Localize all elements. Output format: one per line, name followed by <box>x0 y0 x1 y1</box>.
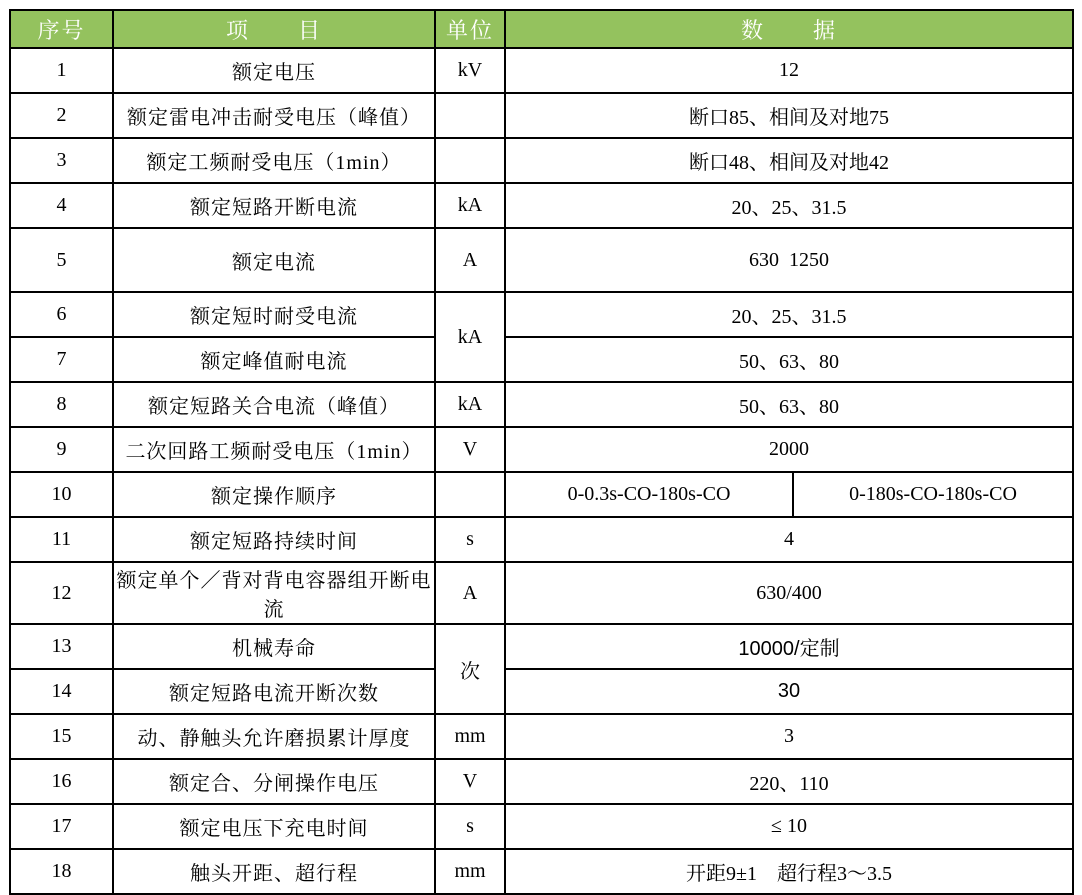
no-cell: 4 <box>10 183 113 228</box>
data-cell: 断口48、相间及对地42 <box>505 138 1073 183</box>
table-row <box>10 93 1073 138</box>
table-row <box>10 624 1073 669</box>
data-cell: 2000 <box>505 427 1073 472</box>
unit-cell: s <box>435 804 505 849</box>
no-cell: 8 <box>10 382 113 427</box>
no-cell: 9 <box>10 427 113 472</box>
item-cell: 机械寿命 <box>113 624 435 669</box>
item-cell: 额定雷电冲击耐受电压（峰值） <box>113 93 435 138</box>
unit-cell: A <box>435 228 505 292</box>
item-cell: 额定操作顺序 <box>113 472 435 517</box>
no-cell: 5 <box>10 228 113 292</box>
table-row <box>10 183 1073 228</box>
data-cell-right: 0-180s-CO-180s-CO <box>793 472 1073 517</box>
data-cell: 12 <box>505 48 1073 93</box>
no-cell: 13 <box>10 624 113 669</box>
data-cell: 220、110 <box>505 759 1073 804</box>
item-cell: 额定短路关合电流（峰值） <box>113 382 435 427</box>
unit-cell <box>435 93 505 138</box>
table-row <box>10 427 1073 472</box>
no-cell: 18 <box>10 849 113 894</box>
no-cell: 17 <box>10 804 113 849</box>
item-cell: 额定单个／背对背电容器组开断电流 <box>113 562 435 624</box>
table-row <box>10 48 1073 93</box>
unit-cell-merged: kA <box>435 292 505 382</box>
header-item: 项 目 <box>113 10 435 48</box>
data-cell: 20、25、31.5 <box>505 183 1073 228</box>
unit-cell: mm <box>435 714 505 759</box>
no-cell: 3 <box>10 138 113 183</box>
unit-cell: mm <box>435 849 505 894</box>
item-cell: 触头开距、超行程 <box>113 849 435 894</box>
unit-cell: kA <box>435 183 505 228</box>
item-cell: 动、静触头允许磨损累计厚度 <box>113 714 435 759</box>
no-cell: 7 <box>10 337 113 382</box>
data-cell: 50、63、80 <box>505 382 1073 427</box>
unit-cell: V <box>435 427 505 472</box>
header-data: 数 据 <box>505 10 1073 48</box>
table-row <box>10 292 1073 337</box>
unit-cell: V <box>435 759 505 804</box>
item-cell: 额定短路持续时间 <box>113 517 435 562</box>
table-row <box>10 849 1073 894</box>
unit-cell: s <box>435 517 505 562</box>
no-cell: 11 <box>10 517 113 562</box>
unit-cell: A <box>435 562 505 624</box>
data-cell: ≤ 10 <box>505 804 1073 849</box>
unit-cell <box>435 138 505 183</box>
header-unit: 单位 <box>435 10 505 48</box>
data-cell: 630/400 <box>505 562 1073 624</box>
data-cell: 4 <box>505 517 1073 562</box>
header-no: 序号 <box>10 10 113 48</box>
data-cell-left: 0-0.3s-CO-180s-CO <box>505 472 793 517</box>
no-cell: 1 <box>10 48 113 93</box>
header-row <box>10 10 1073 48</box>
table-row <box>10 669 1073 714</box>
table-row <box>10 138 1073 183</box>
unit-cell-merged: 次 <box>435 624 505 714</box>
table-row <box>10 337 1073 382</box>
item-cell: 额定电流 <box>113 228 435 292</box>
data-cell: 3 <box>505 714 1073 759</box>
no-cell: 12 <box>10 562 113 624</box>
item-cell: 额定峰值耐电流 <box>113 337 435 382</box>
table-row <box>10 804 1073 849</box>
table-row <box>10 472 1073 517</box>
item-cell: 额定短路电流开断次数 <box>113 669 435 714</box>
no-cell: 10 <box>10 472 113 517</box>
table-row <box>10 517 1073 562</box>
no-cell: 14 <box>10 669 113 714</box>
table-row <box>10 562 1073 624</box>
data-cell: 50、63、80 <box>505 337 1073 382</box>
unit-cell <box>435 472 505 517</box>
unit-cell: kA <box>435 382 505 427</box>
item-cell: 额定短路开断电流 <box>113 183 435 228</box>
data-cell: 10000/定制 <box>505 624 1073 669</box>
item-cell: 额定短时耐受电流 <box>113 292 435 337</box>
no-cell: 6 <box>10 292 113 337</box>
data-cell: 开距9±1 超行程3～3.5 <box>505 849 1073 894</box>
item-cell: 额定工频耐受电压（1min） <box>113 138 435 183</box>
data-cell: 20、25、31.5 <box>505 292 1073 337</box>
no-cell: 16 <box>10 759 113 804</box>
data-cell: 断口85、相间及对地75 <box>505 93 1073 138</box>
table-row <box>10 382 1073 427</box>
table-row <box>10 228 1073 292</box>
no-cell: 15 <box>10 714 113 759</box>
table-row <box>10 714 1073 759</box>
table-row <box>10 759 1073 804</box>
data-cell: 630 1250 <box>505 228 1073 292</box>
no-cell: 2 <box>10 93 113 138</box>
spec-table <box>9 9 1074 895</box>
item-cell: 额定电压 <box>113 48 435 93</box>
item-cell: 额定电压下充电时间 <box>113 804 435 849</box>
item-cell: 二次回路工频耐受电压（1min） <box>113 427 435 472</box>
item-cell: 额定合、分闸操作电压 <box>113 759 435 804</box>
data-cell: 30 <box>505 669 1073 714</box>
unit-cell: kV <box>435 48 505 93</box>
